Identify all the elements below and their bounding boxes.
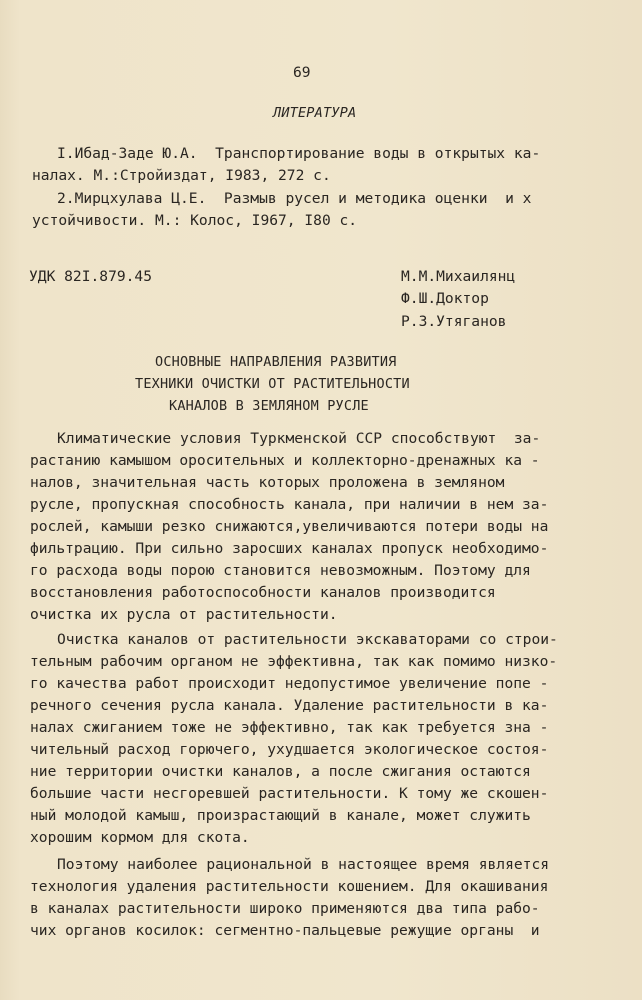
body-line: налов, значительная часть которых проложена в земляном: [30, 474, 505, 491]
body-line: технология удаления растительности кошением. Для окашивания: [30, 878, 549, 895]
body-line: хорошим кормом для скота.: [30, 829, 250, 846]
article-title-line: ТЕХНИКИ ОЧИСТКИ ОТ РАСТИТЕЛЬНОСТИ: [135, 376, 410, 392]
body-line: Поэтому наиболее рациональной в настоящее время является: [57, 856, 550, 873]
author-name: М.М.Михаилянц: [401, 268, 516, 285]
page-number: 69: [293, 64, 311, 81]
body-line: русле, пропускная способность канала, при наличии в нем за-: [30, 496, 549, 513]
body-line: рослей, камыши резко снижаются,увеличиваются потери воды на: [30, 518, 549, 535]
reference-line: налах. М.:Стройиздат, I983, 272 с.: [32, 167, 331, 184]
reference-line: 2.Мирцхулава Ц.Е. Размыв русел и методика оценки и х: [57, 190, 532, 207]
body-line: восстановления работоспособности каналов производится: [30, 584, 496, 601]
body-line: Очистка каналов от растительности экскаваторами со строи-: [57, 631, 558, 648]
body-line: очистка их русла от растительности.: [30, 606, 338, 623]
article-title-line: КАНАЛОВ В ЗЕМЛЯНОМ РУСЛЕ: [169, 398, 369, 414]
references-title: ЛИТЕРАТУРА: [273, 105, 357, 121]
udk-code: УДК 82I.879.45: [29, 268, 153, 285]
body-line: го расхода воды порою становится невозможным. Поэтому для: [30, 562, 531, 579]
article-title-line: ОСНОВНЫЕ НАПРАВЛЕНИЯ РАЗВИТИЯ: [155, 354, 397, 370]
reference-line: I.Ибад-Заде Ю.А. Транспортирование воды в открытых ка-: [57, 145, 541, 162]
body-line: го качества работ происходит недопустимое увеличение попе -: [30, 675, 549, 692]
body-line: ние территории очистки каналов, а после сжигания остаются: [30, 763, 531, 780]
reference-line: устойчивости. М.: Колос, I967, I80 с.: [32, 212, 358, 229]
body-line: Климатические условия Туркменской ССР способствуют за-: [57, 430, 541, 447]
body-line: фильтрацию. При сильно заросших каналах пропуск необходимо-: [30, 540, 549, 557]
body-line: налах сжиганием тоже не эффективно, так как требуется зна -: [30, 719, 549, 736]
body-line: тельным рабочим органом не эффективна, так как помимо низко-: [30, 653, 558, 670]
author-name: Ф.Ш.Доктор: [401, 290, 489, 307]
body-line: чительный расход горючего, ухудшается экологическое состоя-: [30, 741, 549, 758]
author-name: Р.З.Утяганов: [401, 313, 507, 330]
body-line: растанию камышом оросительных и коллекторно-дренажных ка -: [30, 452, 540, 469]
body-line: в каналах растительности широко применяются два типа рабо-: [30, 900, 540, 917]
body-line: ный молодой камыш, произрастающий в канале, может служить: [30, 807, 531, 824]
body-line: чих органов косилок: сегментно-пальцевые режущие органы и: [30, 922, 540, 939]
body-line: речного сечения русла канала. Удаление растительности в ка-: [30, 697, 549, 714]
body-line: большие части несгоревшей растительности. К тому же скошен-: [30, 785, 549, 802]
